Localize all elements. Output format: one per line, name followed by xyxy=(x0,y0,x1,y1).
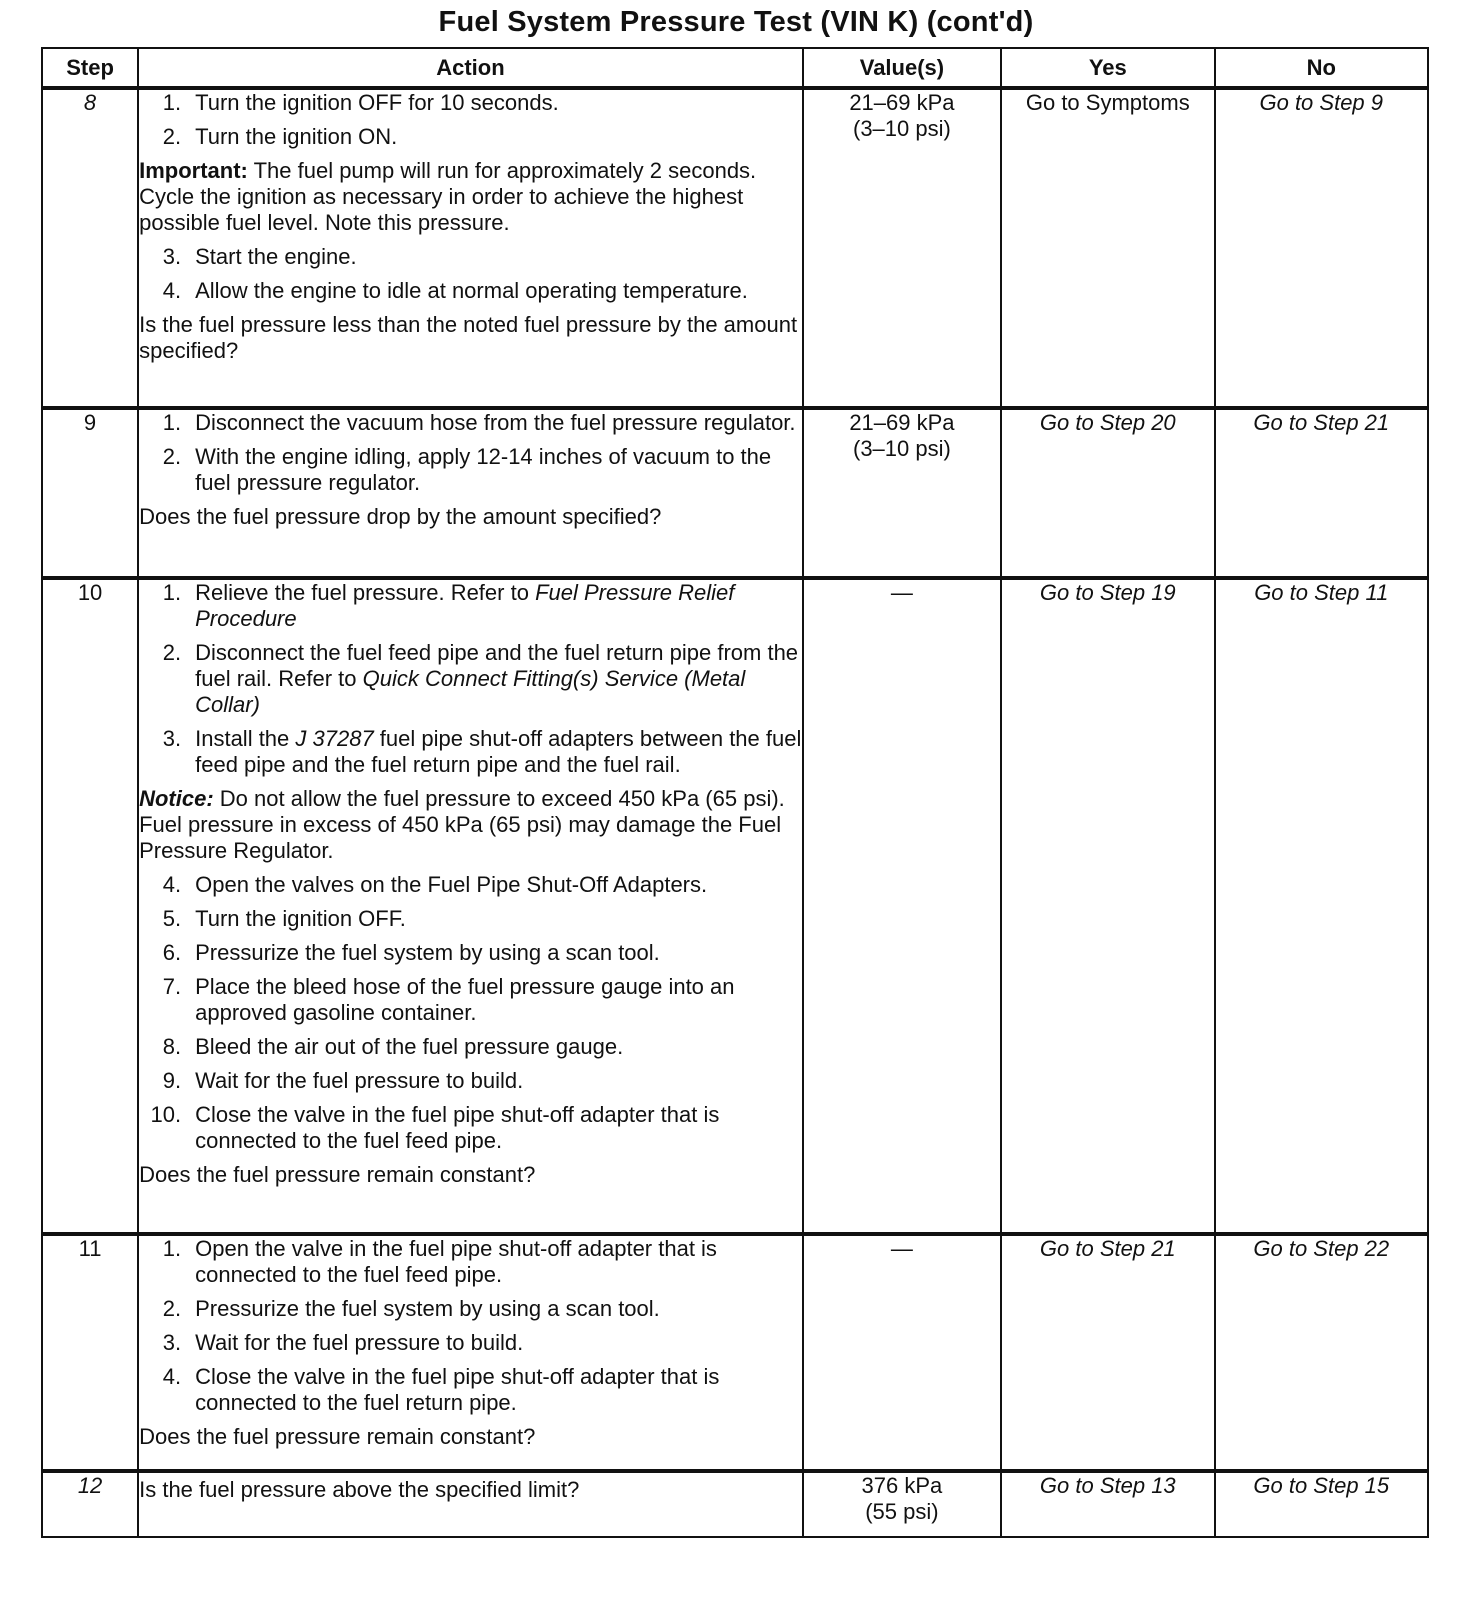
value-cell: — xyxy=(803,578,1001,1234)
action-cell xyxy=(138,1234,803,1471)
table-row xyxy=(42,88,1428,408)
list-item xyxy=(139,1364,802,1416)
list-text: Open the valve in the fuel pipe shut-off adapter that is connected to the fuel feed pipe. xyxy=(195,1236,717,1287)
value-psi: (3–10 psi) xyxy=(853,436,951,461)
list-number: 6. xyxy=(162,940,182,965)
header-values: Value(s) xyxy=(803,48,1001,88)
step-number: 9 xyxy=(42,408,138,578)
list-item xyxy=(139,940,802,966)
question: Is the fuel pressure less than the noted fuel pressure by the amount specified? xyxy=(139,312,798,363)
no-cell: Go to Step 22 xyxy=(1215,1234,1428,1471)
list-item xyxy=(139,1330,802,1356)
list-item xyxy=(139,278,802,304)
list-number: 3. xyxy=(162,244,182,269)
table-row xyxy=(42,408,1428,578)
list-text: Disconnect the fuel feed pipe and the fuel return pipe from the fuel rail. Refer to xyxy=(195,640,799,691)
yes-cell: Go to Step 19 xyxy=(1001,578,1214,1234)
list-number: 1. xyxy=(162,410,182,435)
no-cell: Go to Step 15 xyxy=(1215,1471,1428,1537)
list-text: Allow the engine to idle at normal operating temperature. xyxy=(195,278,748,303)
notice-note xyxy=(139,786,802,864)
step-list xyxy=(139,1236,802,1416)
header-yes: Yes xyxy=(1001,48,1214,88)
diagnostic-table xyxy=(41,47,1429,1538)
list-item xyxy=(139,1034,802,1060)
action-cell xyxy=(138,88,803,408)
important-label: Important: xyxy=(139,158,248,183)
list-text: Close the valve in the fuel pipe shut-off adapter that is connected to the fuel feed pipe. xyxy=(195,1102,720,1153)
no-cell: Go to Step 11 xyxy=(1215,578,1428,1234)
step-list xyxy=(139,580,802,778)
list-item xyxy=(139,974,802,1026)
value-cell: — xyxy=(803,1234,1001,1471)
yes-cell: Go to Step 20 xyxy=(1001,408,1214,578)
page-title: Fuel System Pressure Test (VIN K) (cont'd) xyxy=(438,6,1034,38)
list-text: Wait for the fuel pressure to build. xyxy=(195,1330,524,1355)
question: Does the fuel pressure drop by the amount specified? xyxy=(139,504,662,529)
list-number: 4. xyxy=(162,1364,182,1389)
list-text: Open the valves on the Fuel Pipe Shut-Off Adapters. xyxy=(195,872,708,897)
no-cell: Go to Step 21 xyxy=(1215,408,1428,578)
list-item xyxy=(139,872,802,898)
value-cell xyxy=(803,88,1001,408)
list-number: 3. xyxy=(162,1330,182,1355)
header-action: Action xyxy=(138,48,803,88)
important-text: The fuel pump will run for approximately 2 seconds. Cycle the ignition as necessary in order to achieve the highest possible fuel level. Note this pressure. xyxy=(139,158,757,235)
list-number: 3. xyxy=(162,726,182,751)
list-number: 1. xyxy=(162,1236,182,1261)
list-number: 4. xyxy=(162,278,182,303)
list-text: Pressurize the fuel system by using a scan tool. xyxy=(195,1296,660,1321)
value-kpa: 21–69 kPa xyxy=(849,410,955,435)
question: Does the fuel pressure remain constant? xyxy=(139,1162,536,1187)
list-text: Relieve the fuel pressure. Refer to xyxy=(195,580,536,605)
list-item xyxy=(139,1068,802,1094)
value-cell xyxy=(803,1471,1001,1537)
list-number: 1. xyxy=(162,90,182,115)
step-number: 8 xyxy=(42,88,138,408)
list-text: fuel pipe shut-off adapters between the fuel feed pipe and the fuel return pipe and the fuel rail. xyxy=(195,726,802,777)
reference-link: Quick Connect Fitting(s) Service (Metal Collar) xyxy=(195,666,746,717)
value-psi: (55 psi) xyxy=(865,1499,939,1524)
step-list xyxy=(139,90,802,150)
value-kpa: 376 kPa xyxy=(861,1473,943,1498)
list-text: Turn the ignition ON. xyxy=(195,124,398,149)
step-list xyxy=(139,244,802,304)
tool-reference: J 37287 xyxy=(295,726,374,751)
step-number: 10 xyxy=(42,578,138,1234)
list-item xyxy=(139,90,802,116)
step-number: 12 xyxy=(42,1471,138,1537)
list-number: 8. xyxy=(162,1034,182,1059)
list-text: Install the xyxy=(195,726,296,751)
list-item xyxy=(139,444,802,496)
list-number: 2. xyxy=(162,1296,182,1321)
list-number: 4. xyxy=(162,872,182,897)
list-text: Place the bleed hose of the fuel pressure gauge into an approved gasoline container. xyxy=(195,974,735,1025)
important-note xyxy=(139,158,802,236)
list-item xyxy=(139,580,802,632)
list-text: Wait for the fuel pressure to build. xyxy=(195,1068,524,1093)
list-number: 2. xyxy=(162,124,182,149)
list-number: 7. xyxy=(162,974,182,999)
no-cell: Go to Step 9 xyxy=(1215,88,1428,408)
yes-cell: Go to Step 21 xyxy=(1001,1234,1214,1471)
list-item xyxy=(139,124,802,150)
table-row xyxy=(42,1471,1428,1537)
table-row xyxy=(42,1234,1428,1471)
value-cell xyxy=(803,408,1001,578)
list-text: Start the engine. xyxy=(195,244,357,269)
list-text: Bleed the air out of the fuel pressure gauge. xyxy=(195,1034,624,1059)
notice-text: Do not allow the fuel pressure to exceed 450 kPa (65 psi). Fuel pressure in excess of 450 kPa (65 psi) may damage the Fuel Pressure Regulator. xyxy=(139,786,785,863)
value-psi: (3–10 psi) xyxy=(853,116,951,141)
list-number: 9. xyxy=(162,1068,182,1093)
list-number: 2. xyxy=(162,640,182,665)
list-number: 10. xyxy=(150,1102,182,1127)
list-item xyxy=(139,726,802,778)
list-item xyxy=(139,1102,802,1154)
yes-cell: Go to Step 13 xyxy=(1001,1471,1214,1537)
step-list xyxy=(139,872,802,1154)
header-step: Step xyxy=(42,48,138,88)
list-text: Pressurize the fuel system by using a scan tool. xyxy=(195,940,660,965)
yes-cell: Go to Symptoms xyxy=(1001,88,1214,408)
list-text: Close the valve in the fuel pipe shut-off adapter that is connected to the fuel return pipe. xyxy=(195,1364,720,1415)
list-item xyxy=(139,410,802,436)
list-number: 5. xyxy=(162,906,182,931)
list-text: Turn the ignition OFF for 10 seconds. xyxy=(195,90,559,115)
list-text: With the engine idling, apply 12-14 inches of vacuum to the fuel pressure regulator. xyxy=(195,444,772,495)
step-list xyxy=(139,410,802,496)
header-row xyxy=(42,48,1428,88)
action-cell xyxy=(138,1471,803,1537)
list-item xyxy=(139,1296,802,1322)
notice-label: Notice: xyxy=(139,786,214,811)
list-text: Turn the ignition OFF. xyxy=(195,906,406,931)
header-no: No xyxy=(1215,48,1428,88)
table-row xyxy=(42,578,1428,1234)
action-cell xyxy=(138,408,803,578)
list-item xyxy=(139,1236,802,1288)
list-item xyxy=(139,244,802,270)
question: Does the fuel pressure remain constant? xyxy=(139,1424,536,1449)
step-number: 11 xyxy=(42,1234,138,1471)
list-number: 1. xyxy=(162,580,182,605)
question: Is the fuel pressure above the specified limit? xyxy=(139,1477,580,1502)
list-number: 2. xyxy=(162,444,182,469)
list-item xyxy=(139,640,802,718)
value-kpa: 21–69 kPa xyxy=(849,90,955,115)
reference-link: Fuel Pressure Relief Procedure xyxy=(195,580,735,631)
action-cell xyxy=(138,578,803,1234)
list-text: Disconnect the vacuum hose from the fuel pressure regulator. xyxy=(195,410,796,435)
list-item xyxy=(139,906,802,932)
